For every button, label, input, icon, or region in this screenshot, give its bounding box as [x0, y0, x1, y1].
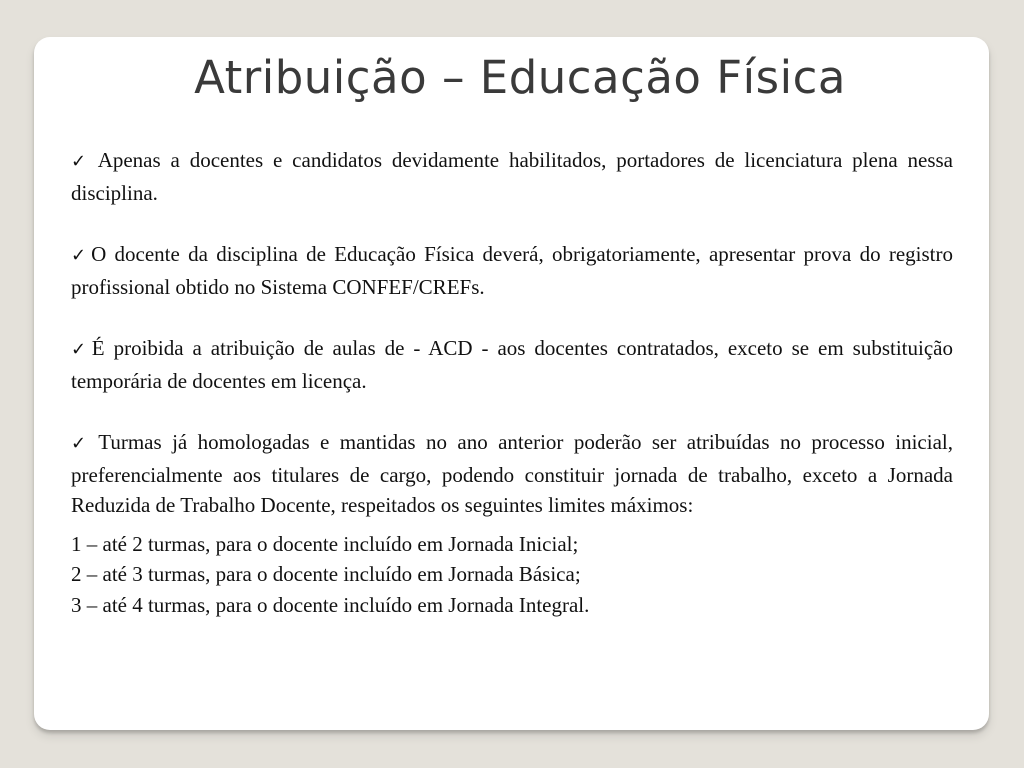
bullet-text: É proibida a atribuição de aulas de - ACD - aos docentes contratados, exceto se em substituição temporária de docentes em licença.: [71, 336, 953, 393]
limit-item: 3 – até 4 turmas, para o docente incluído em Jornada Integral.: [71, 592, 590, 617]
slide-content: [71, 145, 953, 620]
bullet-item: [71, 239, 953, 302]
slide-title: Atribuição – Educação Física: [194, 51, 846, 104]
checkmark-icon: ✓: [71, 339, 90, 360]
checkmark-icon: ✓: [71, 245, 90, 266]
bullet-item: [71, 145, 953, 208]
limit-item: 1 – até 2 turmas, para o docente incluído em Jornada Inicial;: [71, 531, 579, 556]
checkmark-icon: ✓: [71, 433, 92, 454]
bullet-text: Turmas já homologadas e mantidas no ano anterior poderão ser atribuídas no processo inicial, preferencialmente aos titulares de cargo, podendo constituir jornada de trabalho, exceto a Jornada Reduzida de Trabalho Docente, respeitados os seguintes limites máximos:: [71, 430, 953, 517]
bullet-text: Apenas a docentes e candidatos devidamente habilitados, portadores de licenciatura plena nessa disciplina.: [71, 148, 953, 205]
bullet-item: [71, 427, 953, 521]
checkmark-icon: ✓: [71, 151, 91, 172]
bullet-text: O docente da disciplina de Educação Física deverá, obrigatoriamente, apresentar prova do registro profissional obtido no Sistema CONFEF/CREFs.: [71, 242, 953, 299]
limit-item: 2 – até 3 turmas, para o docente incluído em Jornada Básica;: [71, 562, 581, 586]
limits-list: [71, 529, 953, 621]
bullet-item: [71, 333, 953, 396]
